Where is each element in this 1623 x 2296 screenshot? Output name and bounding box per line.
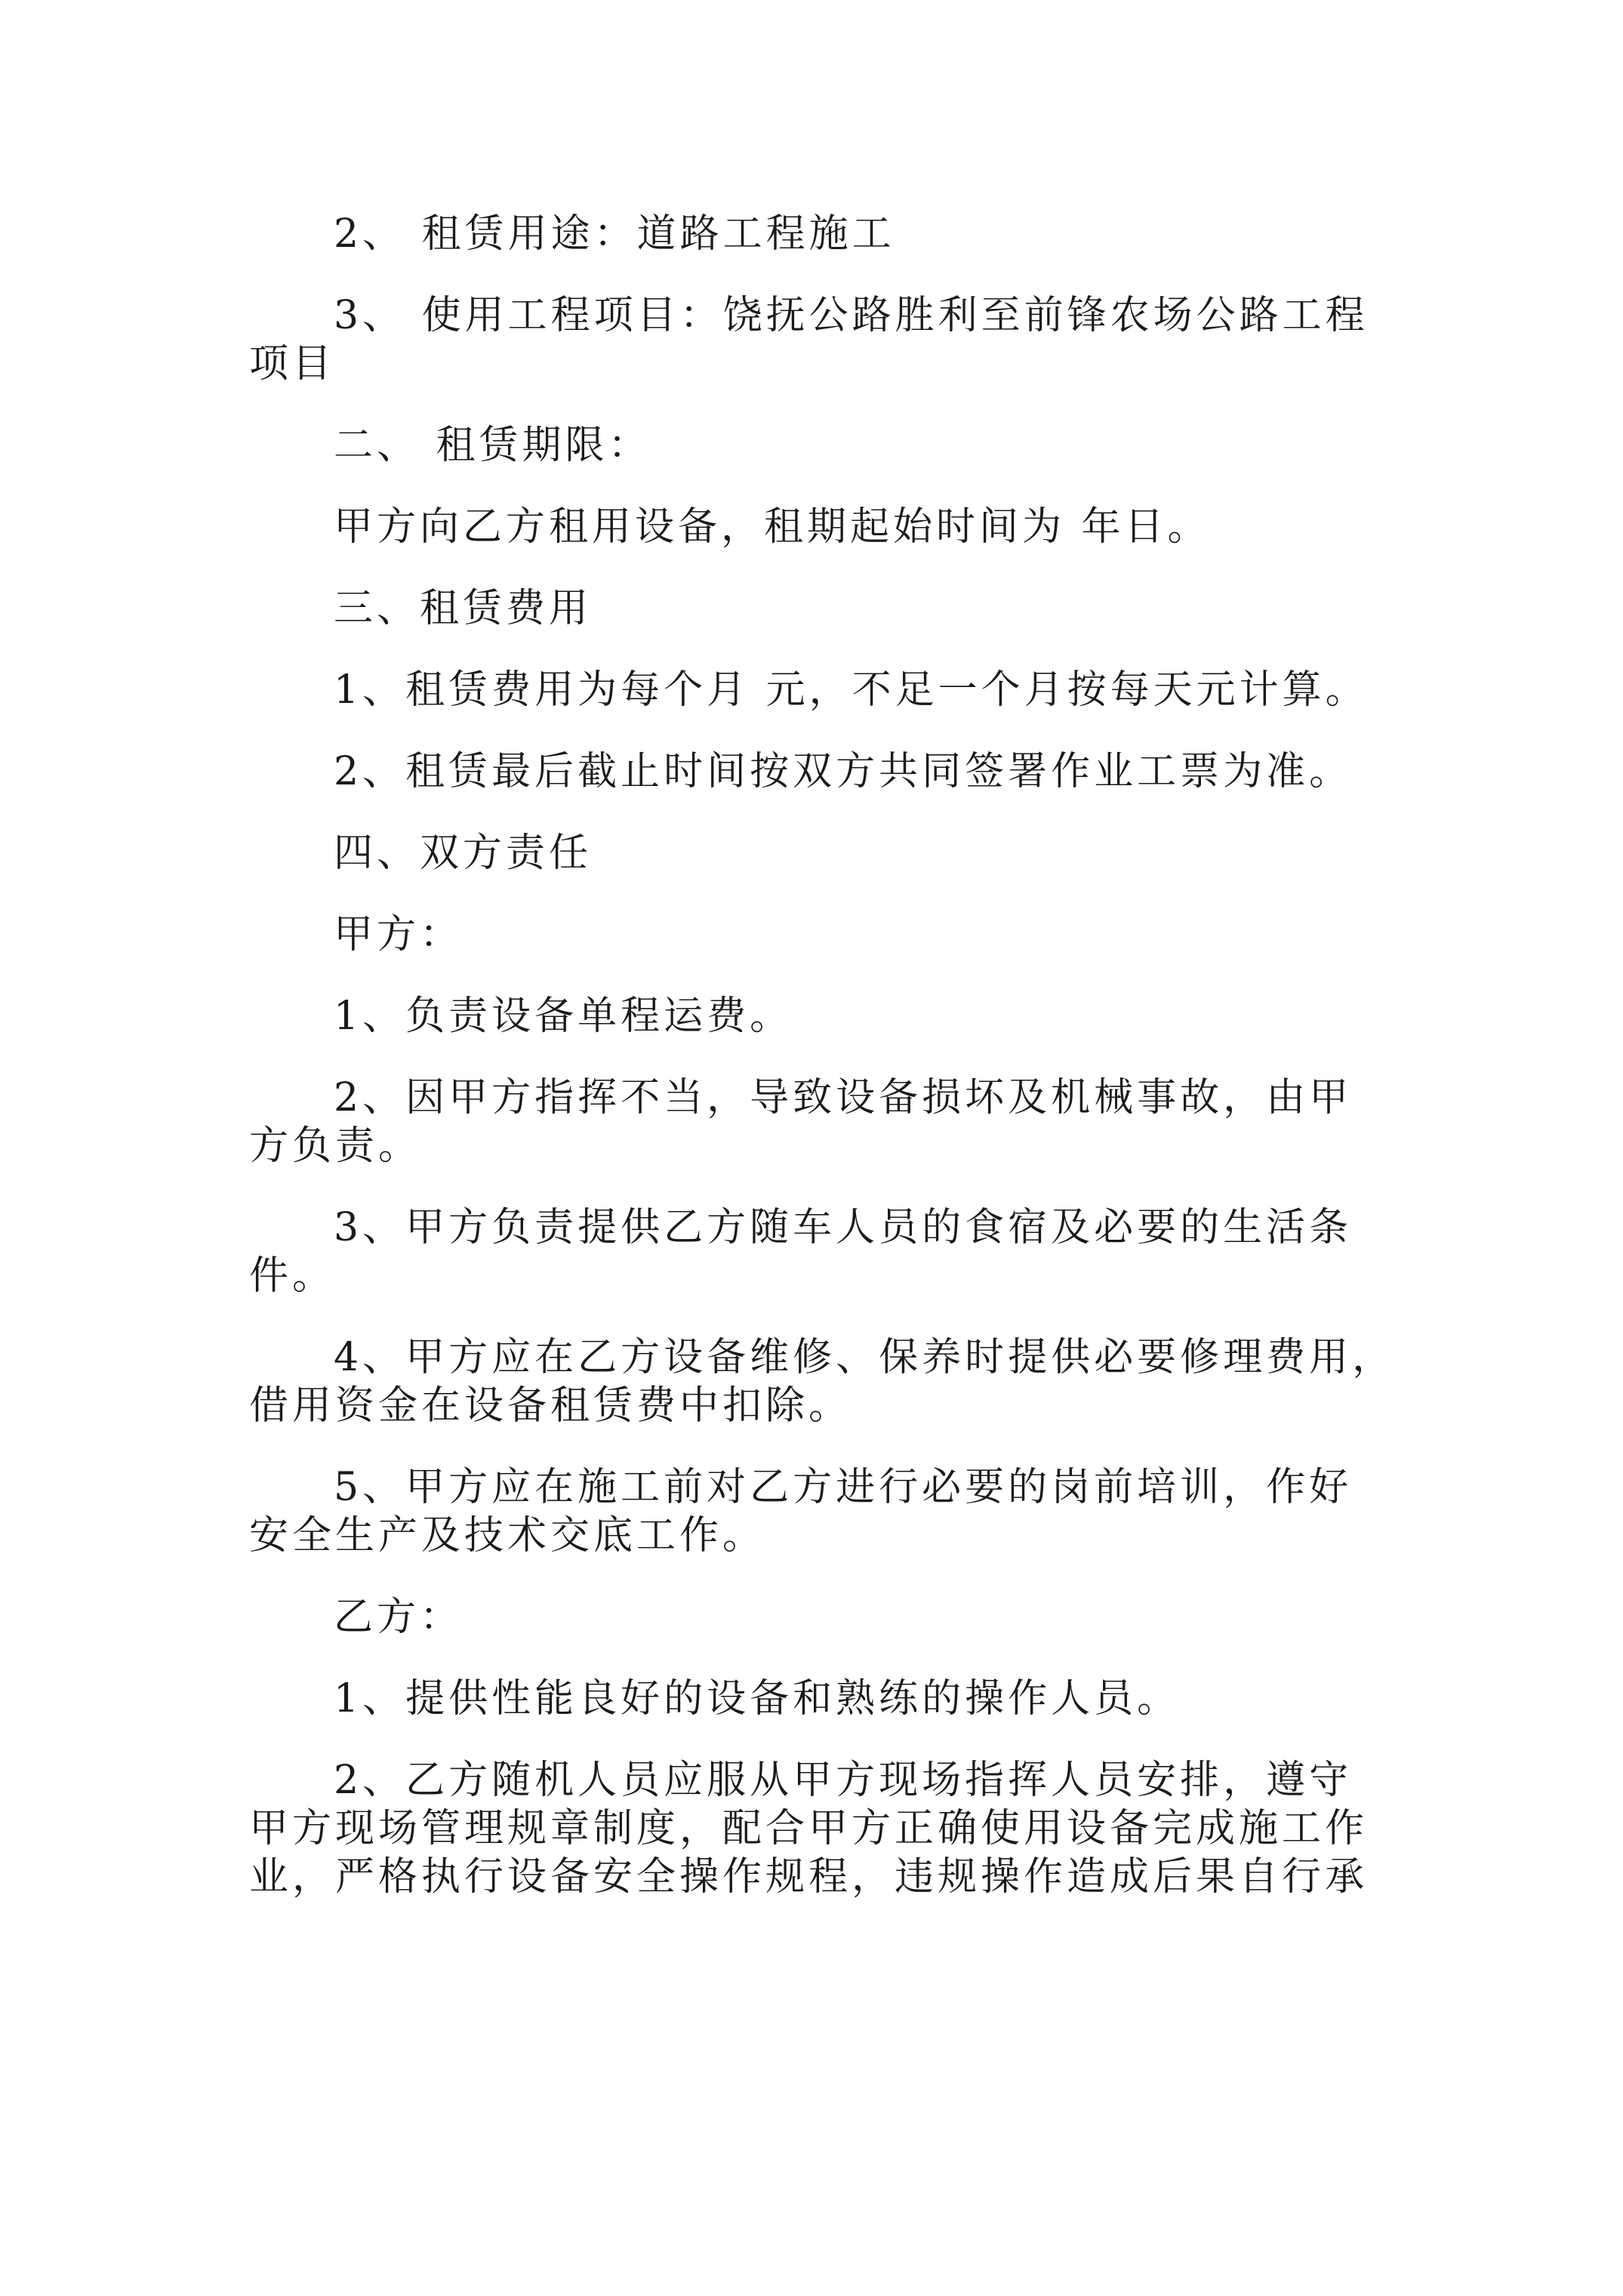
party-b-item-2-cont-1: 甲方现场管理规章制度，配合甲方正确使用设备完成施工作 (249, 1806, 1369, 1851)
party-b-item-2: 2、乙方随机人员应服从甲方现场指挥人员安排，遵守 (334, 1758, 1353, 1803)
section-rental-period: 二、 租赁期限： (334, 423, 651, 468)
clause-end-time: 2、租赁最后截止时间按双方共同签署作业工票为准。 (334, 749, 1353, 794)
party-a-item-1: 1、负责设备单程运费。 (334, 994, 793, 1039)
party-a-item-2-cont: 方负责。 (249, 1123, 422, 1169)
section-responsibilities: 四、双方责任 (334, 831, 593, 876)
party-a-item-4-cont: 借用资金在设备租赁费中扣除。 (249, 1383, 852, 1428)
party-a-item-5: 5、甲方应在施工前对乙方进行必要的岗前培训，作好 (334, 1465, 1353, 1510)
party-a-item-3-cont: 件。 (249, 1253, 336, 1299)
clause-rental-start: 甲方向乙方租用设备，租期起始时间为 年日。 (334, 504, 1211, 550)
party-a-item-3: 3、甲方负责提供乙方随车人员的食宿及必要的生活条 (334, 1205, 1353, 1250)
party-a-item-4: 4、甲方应在乙方设备维修、保养时提供必要修理费用， (334, 1335, 1396, 1380)
party-a-item-5-cont: 安全生产及技术交底工作。 (249, 1513, 766, 1558)
party-b-item-1: 1、提供性能良好的设备和熟练的操作人员。 (334, 1676, 1181, 1721)
section-rental-fee: 三、租赁费用 (334, 586, 593, 631)
party-a-item-2: 2、因甲方指挥不当，导致设备损坏及机械事故，由甲 (334, 1075, 1353, 1120)
party-a-heading: 甲方： (334, 912, 463, 957)
party-b-heading: 乙方： (334, 1595, 463, 1640)
clause-project-cont: 项目 (249, 341, 336, 387)
clause-rental-purpose: 2、 租赁用途：道路工程施工 (334, 211, 895, 257)
clause-monthly-fee: 1、租赁费用为每个月 元，不足一个月按每天元计算。 (334, 667, 1369, 713)
clause-project: 3、 使用工程项目：饶抚公路胜利至前锋农场公路工程 (334, 293, 1369, 338)
contract-body (249, 210, 1396, 1901)
party-b-item-2-cont-2: 业，严格执行设备安全操作规程，违规操作造成后果自行承 (249, 1854, 1369, 1900)
